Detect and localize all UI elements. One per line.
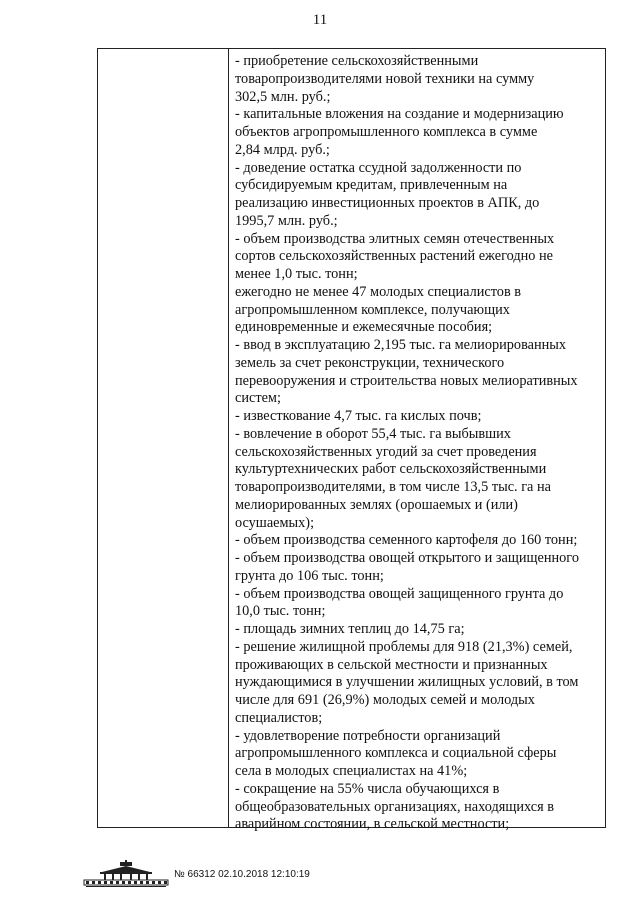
- government-building-logo-icon: [82, 860, 170, 888]
- text-line: - известкование 4,7 тыс. га кислых почв;: [235, 408, 482, 424]
- text-line: - объем производства овощей открытого и защищенного: [235, 550, 579, 566]
- text-line: грунта до 106 тыс. тонн;: [235, 567, 384, 584]
- text-line: товаропроизводителями новой техники на сумму: [235, 70, 535, 87]
- text-line: - решение жилищной проблемы для 918 (21,3%) семей,: [235, 638, 573, 655]
- text-line: - вовлечение в оборот 55,4 тыс. га выбывших: [235, 425, 511, 442]
- page-number: 11: [312, 12, 328, 28]
- text-line: агропромышленного комплекса и социальной сферы: [235, 745, 557, 762]
- text-line: - удовлетворение потребности организаций: [235, 727, 501, 744]
- text-line: аварийном состоянии, в сельской местности;: [235, 816, 510, 833]
- text-line: агропромышленном комплексе, получающих: [235, 301, 510, 318]
- text-line: систем;: [235, 390, 281, 407]
- text-line: земель за счет реконструкции, технического: [235, 354, 505, 371]
- document-footer: [82, 860, 402, 892]
- text-line: субсидируемым кредитам, привлеченным на: [235, 177, 508, 194]
- text-line: - площадь зимних теплиц до 14,75 га;: [235, 621, 465, 637]
- text-line: - капитальные вложения на создание и модернизацию: [235, 106, 564, 123]
- text-line: села в молодых специалистах на 41%;: [235, 763, 468, 779]
- text-line: товаропроизводителями, в том числе 13,5 тыс. га на: [235, 479, 551, 495]
- text-line: 1995,7 млн. руб.;: [235, 212, 338, 229]
- text-line: - доведение остатка ссудной задолженности по: [235, 159, 522, 176]
- text-line: общеобразовательных организациях, находящихся в: [235, 798, 554, 815]
- document-table: [97, 48, 606, 833]
- table-left-cell: [98, 49, 229, 827]
- text-line: проживающих в сельской местности и признанных: [235, 656, 548, 673]
- text-line: культуртехнических работ сельскохозяйственными: [235, 461, 547, 478]
- text-line: 2,84 млрд. руб.;: [235, 141, 330, 158]
- text-line: объектов агропромышленного комплекса в сумме: [235, 124, 538, 140]
- text-line: осушаемых);: [235, 514, 315, 531]
- text-line: - объем производства семенного картофеля до 160 тонн;: [235, 532, 578, 549]
- text-line: нуждающимися в улучшении жилищных условий, в том: [235, 674, 579, 691]
- text-line: - объем производства элитных семян отечественных: [235, 230, 555, 247]
- text-line: - ввод в эксплуатацию 2,195 тыс. га мелиорированных: [235, 337, 567, 353]
- text-line: сельскохозяйственных угодий за счет проведения: [235, 443, 537, 460]
- text-line: специалистов;: [235, 709, 323, 726]
- text-line: мелиорированных землях (орошаемых и (или): [235, 496, 518, 513]
- text-line: - приобретение сельскохозяйственными: [235, 53, 479, 69]
- text-line: перевооружения и строительства новых мелиоративных: [235, 372, 578, 389]
- table-right-cell: [229, 49, 605, 833]
- text-line: числе для 691 (26,9%) молодых семей и молодых: [235, 692, 535, 708]
- text-line: реализацию инвестиционных проектов в АПК, до: [235, 195, 540, 211]
- text-line: - объем производства овощей защищенного грунта до: [235, 585, 564, 602]
- document-registration-stamp: № 66312 02.10.2018 12:10:19: [174, 869, 310, 880]
- text-line: сортов сельскохозяйственных растений ежегодно не: [235, 248, 553, 265]
- text-line: 302,5 млн. руб.;: [235, 88, 331, 105]
- text-line: ежегодно не менее 47 молодых специалистов в: [235, 283, 522, 300]
- text-line: 10,0 тыс. тонн;: [235, 603, 326, 620]
- text-line: единовременные и ежемесячные пособия;: [235, 319, 493, 336]
- text-line: - сокращение на 55% числа обучающихся в: [235, 780, 500, 797]
- text-line: менее 1,0 тыс. тонн;: [235, 266, 358, 282]
